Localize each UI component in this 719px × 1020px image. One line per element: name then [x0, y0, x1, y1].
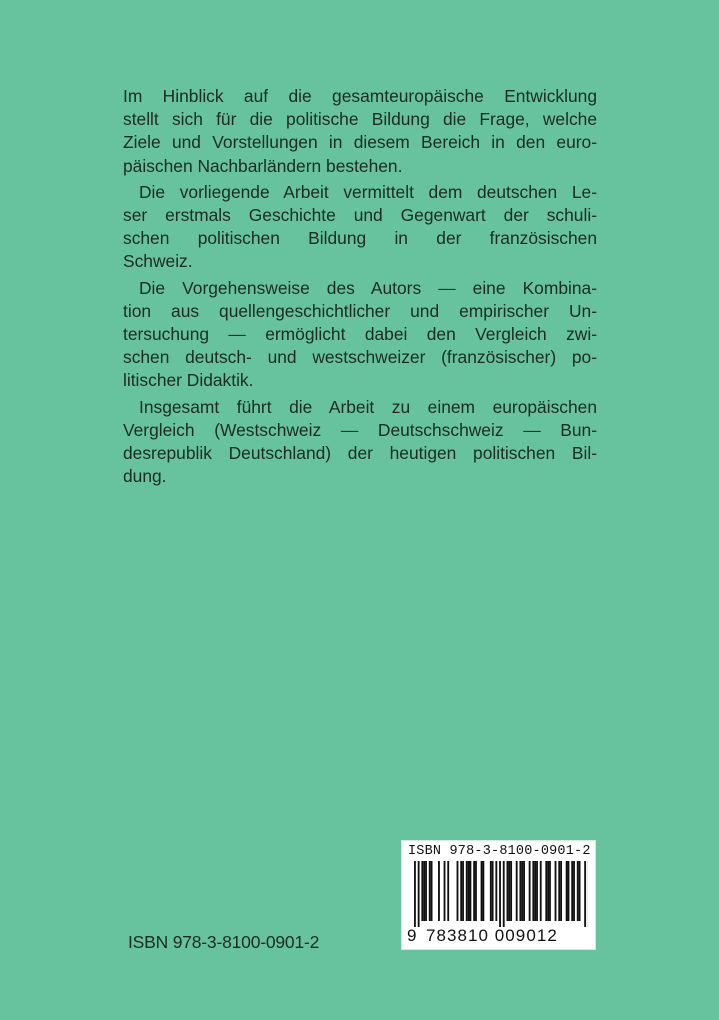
blurb-line: stellt sich für die politische Bildung die Frage, welche	[123, 109, 597, 130]
blurb-line: ser erstmals Geschichte und Gegenwart der schuli-	[123, 205, 597, 226]
isbn-barcode	[401, 840, 596, 950]
barcode-bar	[534, 861, 536, 921]
barcode-bar	[414, 861, 416, 927]
barcode-bar	[492, 861, 494, 921]
blurb-line: Insgesamt führt die Arbeit zu einem europäischen	[139, 396, 597, 417]
blurb-line: päischen Nachbarländern bestehen.	[123, 155, 403, 176]
barcode-bar	[495, 861, 497, 921]
barcode-bar	[560, 861, 562, 921]
barcode-bar	[577, 861, 579, 921]
blurb-line: Die vorliegende Arbeit vermittelt dem deutschen Le-	[139, 181, 597, 202]
barcode-bar	[558, 861, 560, 921]
barcode-digit-groups: 783810 009012	[426, 926, 558, 945]
barcode-bar	[457, 861, 459, 921]
blurb-paragraph-2	[123, 181, 597, 274]
barcode-bar	[547, 861, 549, 921]
barcode-bar	[481, 861, 483, 921]
barcode-bar	[545, 861, 547, 921]
blurb-line: Im Hinblick auf die gesamteuropäische Entwicklung	[123, 86, 597, 106]
blurb-line: litischer Didaktik.	[123, 370, 254, 391]
barcode-bar	[473, 861, 475, 921]
barcode-bar	[468, 861, 470, 921]
barcode-bar	[475, 861, 477, 921]
barcode-isbn-label: ISBN 978-3-8100-0901-2	[408, 844, 591, 859]
blurb-line: tersuchung — ermöglicht dabei den Vergleich zwi-	[123, 324, 597, 345]
barcode-bar	[421, 861, 423, 921]
barcode-bar	[555, 861, 557, 921]
barcode-bars	[410, 861, 588, 927]
barcode-bar	[482, 861, 484, 921]
barcode-bar	[566, 861, 568, 921]
barcode-bar	[507, 861, 509, 921]
barcode-bar	[516, 861, 518, 921]
barcode-bar	[447, 861, 449, 921]
blurb-line: schen deutsch- und westschweizer (französischer) po-	[123, 347, 597, 368]
barcode-bar	[490, 861, 492, 921]
barcode-bar	[549, 861, 551, 921]
barcode-bar	[470, 861, 472, 921]
barcode-bar	[429, 861, 431, 921]
barcode-bar	[460, 861, 462, 921]
blurb-line: Schweiz.	[123, 251, 193, 272]
blurb-line: Die Vorgehensweise des Autors — eine Kombina-	[139, 277, 597, 298]
barcode-bar	[503, 861, 505, 927]
barcode-bar	[521, 861, 523, 921]
blurb-line: tion aus quellengeschichtlicher und empirischer Un-	[123, 300, 597, 321]
barcode-bar	[423, 861, 425, 921]
blurb-paragraph-3	[123, 277, 597, 393]
barcode-bar	[425, 861, 427, 921]
blurb-line: dung.	[123, 466, 167, 487]
blurb-line: desrepublik Deutschland) der heutigen politischen Bil-	[123, 443, 597, 464]
barcode-bar	[571, 861, 573, 921]
barcode-bar	[466, 861, 468, 921]
blurb-line: Ziele und Vorstellungen in diesem Bereich in den euro-	[123, 132, 597, 153]
barcode-bar	[438, 861, 440, 921]
barcode-bar	[536, 861, 538, 921]
barcode-bar	[529, 861, 531, 921]
barcode-bar	[444, 861, 446, 921]
isbn-text: ISBN 978-3-8100-0901-2	[128, 932, 320, 952]
blurb-paragraph-4	[123, 396, 597, 489]
barcode-bar	[418, 861, 420, 927]
barcode-bar	[584, 861, 586, 927]
barcode-bar	[568, 861, 570, 921]
barcode-bar	[523, 861, 525, 921]
barcode-bar	[508, 861, 510, 921]
barcode-bar	[573, 861, 575, 921]
barcode-bar	[431, 861, 433, 921]
barcode-bar	[540, 861, 542, 921]
back-cover-blurb	[123, 85, 597, 491]
barcode-bar	[532, 861, 534, 921]
barcode-bar	[519, 861, 521, 921]
barcode-first-digit: 9	[407, 926, 417, 945]
blurb-line: schen politischen Bildung in der französischen	[123, 228, 597, 249]
barcode-bar	[499, 861, 501, 927]
barcode-bar	[462, 861, 464, 921]
barcode-bar	[579, 861, 581, 921]
blurb-line: Vergleich (Westschweiz — Deutschschweiz — Bun-	[123, 419, 597, 440]
barcode-bar	[510, 861, 512, 921]
blurb-paragraph-1	[123, 85, 597, 178]
